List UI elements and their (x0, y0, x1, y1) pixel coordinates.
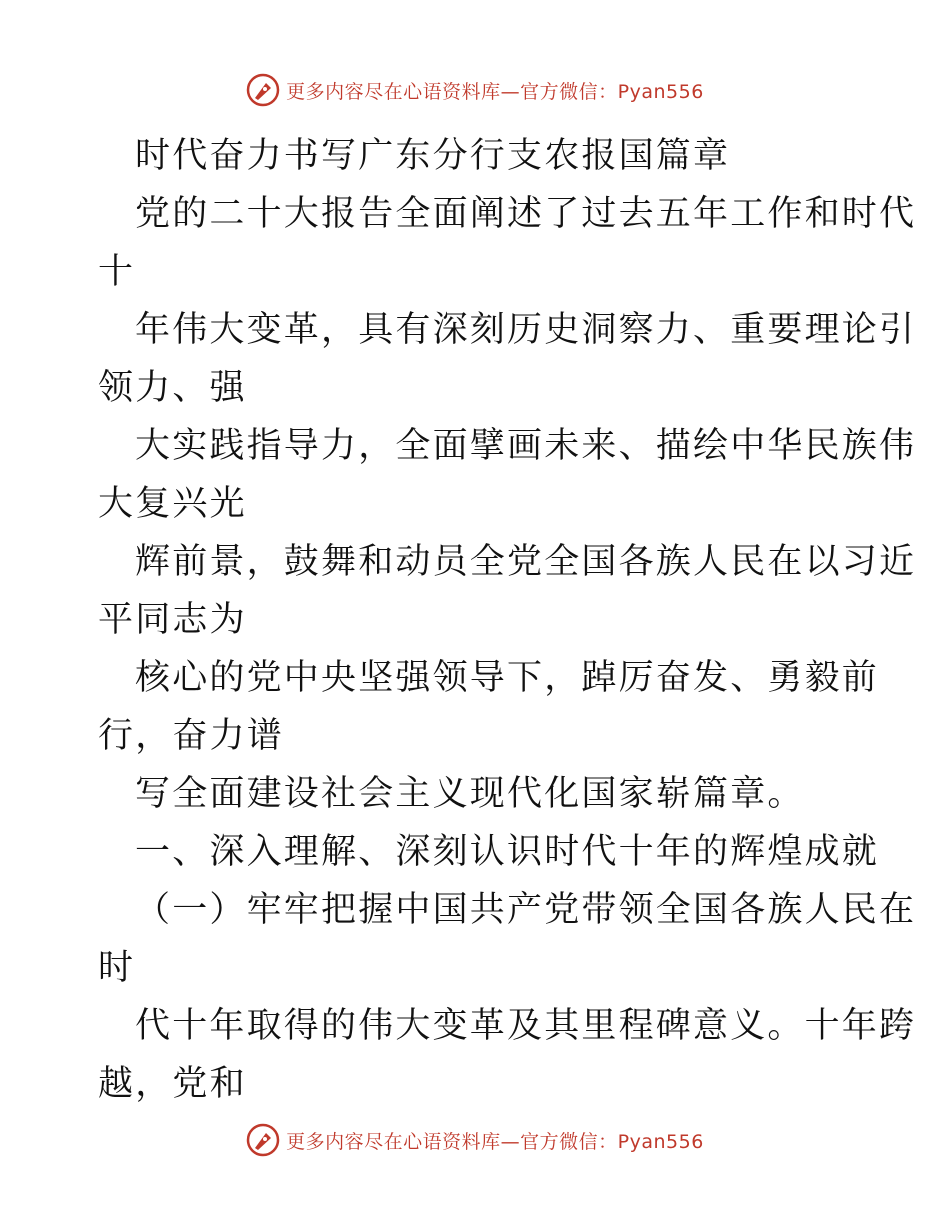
watermark-text: 更多内容尽在心语资料库—官方微信：Pyan556 (286, 80, 704, 103)
doc-line: 核心的党中央坚强领导下，踔厉奋发、勇毅前 (135, 658, 880, 698)
doc-line: 十 (98, 252, 136, 292)
doc-title: 时代奋力书写广东分行支农报国篇章 (135, 136, 731, 176)
doc-line: 行，奋力谱 (98, 716, 285, 756)
doc-line: 代十年取得的伟大变革及其里程碑意义。十年跨 (135, 1006, 917, 1046)
doc-line: 写全面建设社会主义现代化国家崭篇章。 (135, 774, 805, 814)
header-watermark (0, 70, 950, 110)
doc-line: 党的二十大报告全面阐述了过去五年工作和时代 (135, 194, 917, 234)
pen-nib-icon (246, 73, 280, 107)
doc-line: 大复兴光 (98, 484, 247, 524)
doc-line: 大实践指导力，全面擘画未来、描绘中华民族伟 (135, 426, 917, 466)
doc-line: 时 (98, 948, 136, 988)
watermark-text: 更多内容尽在心语资料库—官方微信：Pyan556 (286, 1130, 704, 1153)
doc-line: 辉前景，鼓舞和动员全党全国各族人民在以习近 (135, 542, 917, 582)
footer-watermark (0, 1120, 950, 1160)
doc-line: 越，党和 (98, 1064, 247, 1104)
doc-line: 领力、强 (98, 368, 247, 408)
subsection-heading: （一）牢牢把握中国共产党带领全国各族人民在 (135, 890, 917, 930)
pen-nib-icon (246, 1123, 280, 1157)
doc-line: 平同志为 (98, 600, 247, 640)
section-heading: 一、深入理解、深刻认识时代十年的辉煌成就 (135, 832, 880, 872)
doc-line: 年伟大变革，具有深刻历史洞察力、重要理论引 (135, 310, 917, 350)
